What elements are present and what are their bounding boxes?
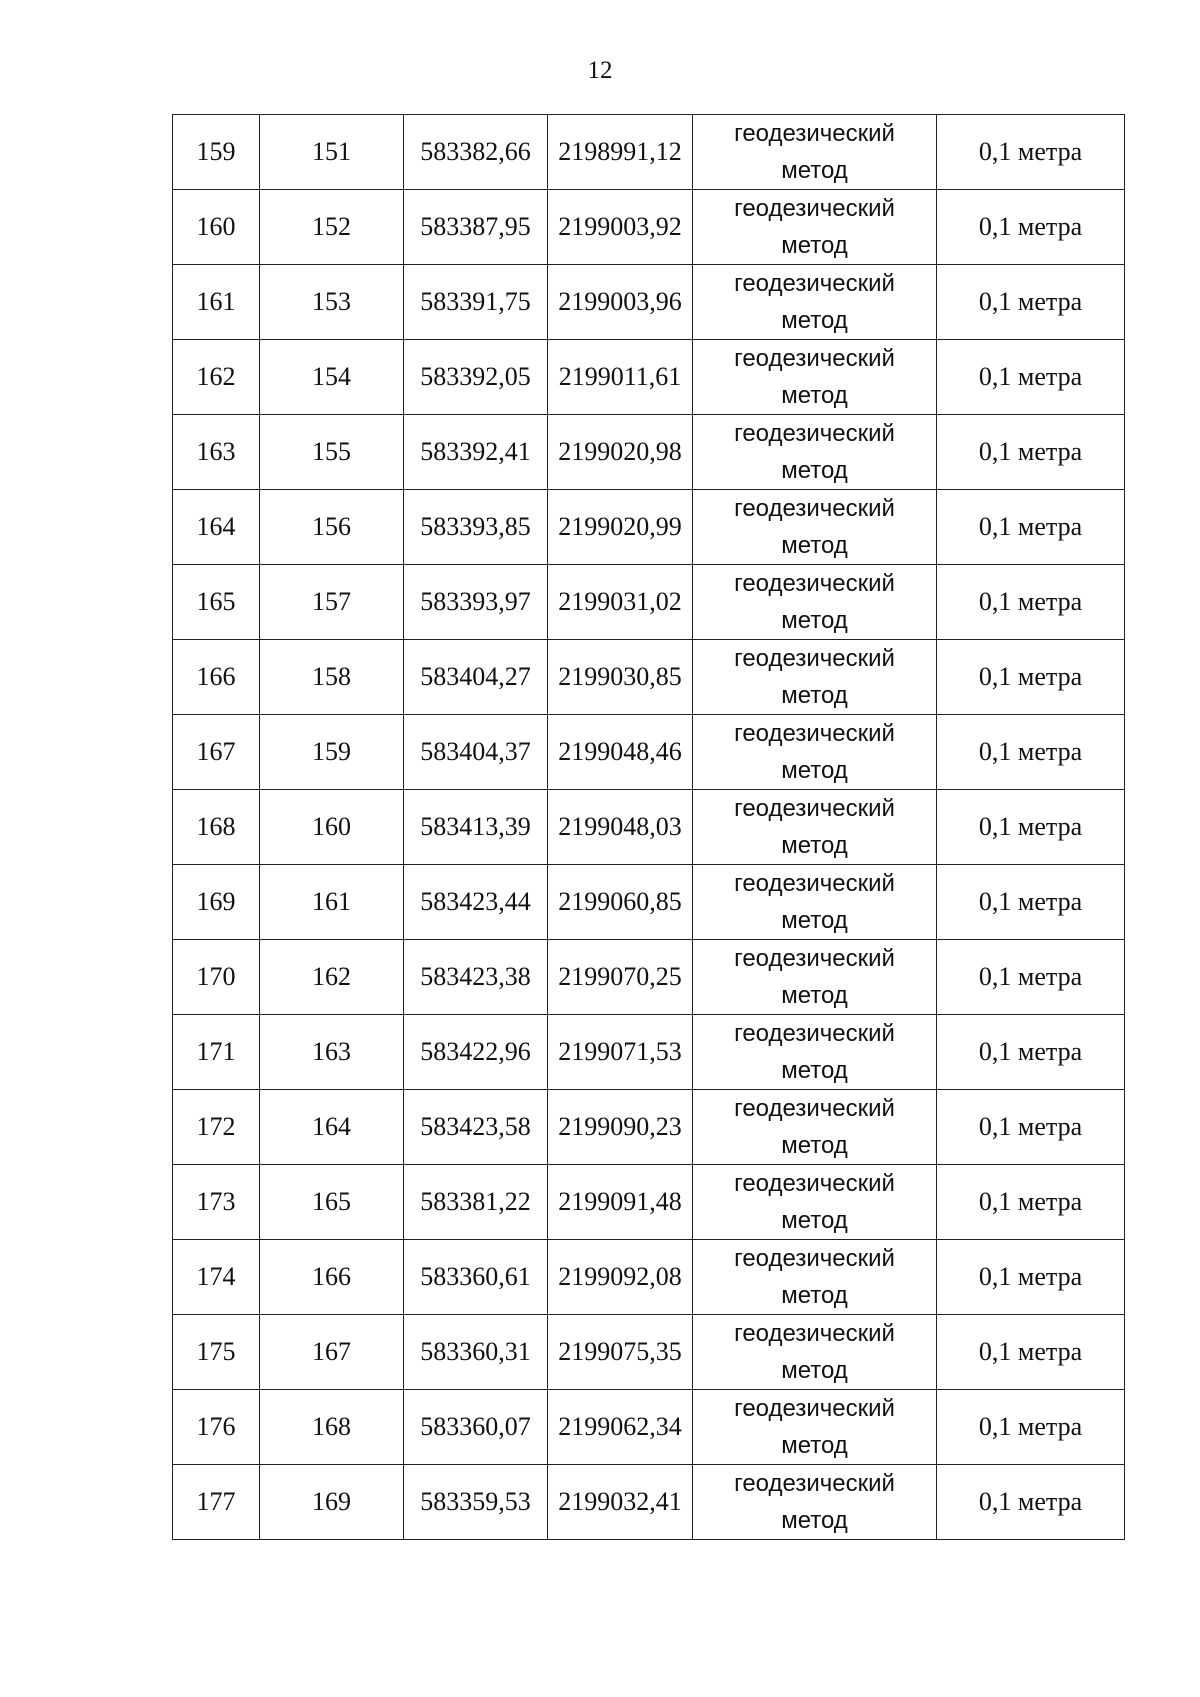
table-row xyxy=(173,715,1125,790)
method-line-2: метод xyxy=(781,157,848,184)
method-line-1: геодезический xyxy=(734,420,895,447)
point-number-cell: 162 xyxy=(260,940,404,1015)
method-line-2: метод xyxy=(781,307,848,334)
accuracy-cell: 0,1 метра xyxy=(937,1390,1125,1465)
row-number-cell: 176 xyxy=(173,1390,260,1465)
point-number-cell: 157 xyxy=(260,565,404,640)
x-coordinate-cell: 583404,37 xyxy=(404,715,548,790)
accuracy-cell: 0,1 метра xyxy=(937,640,1125,715)
method-line-1: геодезический xyxy=(734,570,895,597)
method-cell xyxy=(693,865,937,940)
method-cell xyxy=(693,1390,937,1465)
method-line-2: метод xyxy=(781,1207,848,1234)
table-row xyxy=(173,490,1125,565)
method-line-1: геодезический xyxy=(734,1095,895,1122)
coordinates-table xyxy=(172,114,1125,1540)
method-line-2: метод xyxy=(781,457,848,484)
row-number-cell: 161 xyxy=(173,265,260,340)
table-row xyxy=(173,640,1125,715)
method-line-1: геодезический xyxy=(734,1245,895,1272)
x-coordinate-cell: 583382,66 xyxy=(404,115,548,190)
point-number-cell: 154 xyxy=(260,340,404,415)
x-coordinate-cell: 583393,97 xyxy=(404,565,548,640)
method-line-2: метод xyxy=(781,757,848,784)
y-coordinate-cell: 2199032,41 xyxy=(548,1465,693,1540)
x-coordinate-cell: 583404,27 xyxy=(404,640,548,715)
accuracy-cell: 0,1 метра xyxy=(937,340,1125,415)
x-coordinate-cell: 583360,31 xyxy=(404,1315,548,1390)
method-cell xyxy=(693,190,937,265)
table-row xyxy=(173,1090,1125,1165)
accuracy-cell: 0,1 метра xyxy=(937,415,1125,490)
method-cell xyxy=(693,415,937,490)
y-coordinate-cell: 2199062,34 xyxy=(548,1390,693,1465)
method-line-1: геодезический xyxy=(734,945,895,972)
table-row xyxy=(173,790,1125,865)
x-coordinate-cell: 583423,58 xyxy=(404,1090,548,1165)
y-coordinate-cell: 2199011,61 xyxy=(548,340,693,415)
method-cell xyxy=(693,790,937,865)
y-coordinate-cell: 2199071,53 xyxy=(548,1015,693,1090)
y-coordinate-cell: 2199030,85 xyxy=(548,640,693,715)
method-line-1: геодезический xyxy=(734,1020,895,1047)
row-number-cell: 164 xyxy=(173,490,260,565)
point-number-cell: 168 xyxy=(260,1390,404,1465)
method-line-1: геодезический xyxy=(734,120,895,147)
method-line-1: геодезический xyxy=(734,345,895,372)
method-line-2: метод xyxy=(781,682,848,709)
method-line-1: геодезический xyxy=(734,1320,895,1347)
method-line-2: метод xyxy=(781,1507,848,1534)
point-number-cell: 160 xyxy=(260,790,404,865)
method-line-2: метод xyxy=(781,982,848,1009)
method-line-1: геодезический xyxy=(734,1395,895,1422)
y-coordinate-cell: 2199075,35 xyxy=(548,1315,693,1390)
y-coordinate-cell: 2199020,99 xyxy=(548,490,693,565)
table-row xyxy=(173,265,1125,340)
point-number-cell: 156 xyxy=(260,490,404,565)
accuracy-cell: 0,1 метра xyxy=(937,1240,1125,1315)
y-coordinate-cell: 2199070,25 xyxy=(548,940,693,1015)
method-line-2: метод xyxy=(781,232,848,259)
method-cell xyxy=(693,265,937,340)
y-coordinate-cell: 2199090,23 xyxy=(548,1090,693,1165)
method-line-2: метод xyxy=(781,1282,848,1309)
table-row xyxy=(173,1015,1125,1090)
point-number-cell: 166 xyxy=(260,1240,404,1315)
point-number-cell: 161 xyxy=(260,865,404,940)
method-line-1: геодезический xyxy=(734,195,895,222)
row-number-cell: 162 xyxy=(173,340,260,415)
accuracy-cell: 0,1 метра xyxy=(937,1090,1125,1165)
table-row xyxy=(173,565,1125,640)
y-coordinate-cell: 2199091,48 xyxy=(548,1165,693,1240)
accuracy-cell: 0,1 метра xyxy=(937,1315,1125,1390)
method-cell xyxy=(693,940,937,1015)
table-row xyxy=(173,1390,1125,1465)
row-number-cell: 173 xyxy=(173,1165,260,1240)
table-row xyxy=(173,115,1125,190)
method-cell xyxy=(693,1165,937,1240)
table-row xyxy=(173,1240,1125,1315)
accuracy-cell: 0,1 метра xyxy=(937,1015,1125,1090)
y-coordinate-cell: 2199031,02 xyxy=(548,565,693,640)
table-row xyxy=(173,940,1125,1015)
point-number-cell: 167 xyxy=(260,1315,404,1390)
x-coordinate-cell: 583359,53 xyxy=(404,1465,548,1540)
row-number-cell: 171 xyxy=(173,1015,260,1090)
table-row xyxy=(173,1465,1125,1540)
y-coordinate-cell: 2199092,08 xyxy=(548,1240,693,1315)
point-number-cell: 164 xyxy=(260,1090,404,1165)
method-line-2: метод xyxy=(781,382,848,409)
method-line-2: метод xyxy=(781,1357,848,1384)
row-number-cell: 170 xyxy=(173,940,260,1015)
y-coordinate-cell: 2199003,96 xyxy=(548,265,693,340)
point-number-cell: 152 xyxy=(260,190,404,265)
method-cell xyxy=(693,340,937,415)
method-cell xyxy=(693,115,937,190)
point-number-cell: 153 xyxy=(260,265,404,340)
method-cell xyxy=(693,565,937,640)
method-line-2: метод xyxy=(781,1132,848,1159)
table-row xyxy=(173,865,1125,940)
point-number-cell: 158 xyxy=(260,640,404,715)
accuracy-cell: 0,1 метра xyxy=(937,790,1125,865)
y-coordinate-cell: 2199003,92 xyxy=(548,190,693,265)
accuracy-cell: 0,1 метра xyxy=(937,865,1125,940)
x-coordinate-cell: 583423,38 xyxy=(404,940,548,1015)
method-cell xyxy=(693,490,937,565)
x-coordinate-cell: 583422,96 xyxy=(404,1015,548,1090)
x-coordinate-cell: 583381,22 xyxy=(404,1165,548,1240)
x-coordinate-cell: 583391,75 xyxy=(404,265,548,340)
y-coordinate-cell: 2199048,03 xyxy=(548,790,693,865)
method-line-1: геодезический xyxy=(734,495,895,522)
point-number-cell: 165 xyxy=(260,1165,404,1240)
y-coordinate-cell: 2199060,85 xyxy=(548,865,693,940)
method-cell xyxy=(693,1240,937,1315)
page-number: 12 xyxy=(587,57,613,84)
row-number-cell: 175 xyxy=(173,1315,260,1390)
accuracy-cell: 0,1 метра xyxy=(937,265,1125,340)
x-coordinate-cell: 583392,05 xyxy=(404,340,548,415)
accuracy-cell: 0,1 метра xyxy=(937,715,1125,790)
row-number-cell: 165 xyxy=(173,565,260,640)
x-coordinate-cell: 583423,44 xyxy=(404,865,548,940)
method-line-2: метод xyxy=(781,1432,848,1459)
row-number-cell: 160 xyxy=(173,190,260,265)
table-row xyxy=(173,190,1125,265)
x-coordinate-cell: 583387,95 xyxy=(404,190,548,265)
x-coordinate-cell: 583360,07 xyxy=(404,1390,548,1465)
table-row xyxy=(173,340,1125,415)
row-number-cell: 166 xyxy=(173,640,260,715)
point-number-cell: 159 xyxy=(260,715,404,790)
method-cell xyxy=(693,1315,937,1390)
row-number-cell: 168 xyxy=(173,790,260,865)
method-line-2: метод xyxy=(781,532,848,559)
method-cell xyxy=(693,715,937,790)
point-number-cell: 155 xyxy=(260,415,404,490)
y-coordinate-cell: 2199048,46 xyxy=(548,715,693,790)
x-coordinate-cell: 583392,41 xyxy=(404,415,548,490)
method-cell xyxy=(693,1465,937,1540)
method-line-2: метод xyxy=(781,907,848,934)
method-line-1: геодезический xyxy=(734,270,895,297)
x-coordinate-cell: 583413,39 xyxy=(404,790,548,865)
point-number-cell: 169 xyxy=(260,1465,404,1540)
row-number-cell: 163 xyxy=(173,415,260,490)
method-cell xyxy=(693,1015,937,1090)
y-coordinate-cell: 2198991,12 xyxy=(548,115,693,190)
method-line-1: геодезический xyxy=(734,720,895,747)
table-row xyxy=(173,1315,1125,1390)
accuracy-cell: 0,1 метра xyxy=(937,115,1125,190)
method-cell xyxy=(693,640,937,715)
method-cell xyxy=(693,1090,937,1165)
accuracy-cell: 0,1 метра xyxy=(937,190,1125,265)
method-line-1: геодезический xyxy=(734,645,895,672)
point-number-cell: 151 xyxy=(260,115,404,190)
accuracy-cell: 0,1 метра xyxy=(937,1165,1125,1240)
method-line-1: геодезический xyxy=(734,1170,895,1197)
method-line-2: метод xyxy=(781,832,848,859)
row-number-cell: 169 xyxy=(173,865,260,940)
method-line-2: метод xyxy=(781,607,848,634)
row-number-cell: 177 xyxy=(173,1465,260,1540)
method-line-1: геодезический xyxy=(734,1470,895,1497)
table-row xyxy=(173,1165,1125,1240)
coordinates-table-body xyxy=(173,115,1125,1540)
row-number-cell: 172 xyxy=(173,1090,260,1165)
y-coordinate-cell: 2199020,98 xyxy=(548,415,693,490)
method-line-1: геодезический xyxy=(734,795,895,822)
accuracy-cell: 0,1 метра xyxy=(937,565,1125,640)
method-line-2: метод xyxy=(781,1057,848,1084)
row-number-cell: 167 xyxy=(173,715,260,790)
row-number-cell: 174 xyxy=(173,1240,260,1315)
row-number-cell: 159 xyxy=(173,115,260,190)
accuracy-cell: 0,1 метра xyxy=(937,940,1125,1015)
accuracy-cell: 0,1 метра xyxy=(937,490,1125,565)
accuracy-cell: 0,1 метра xyxy=(937,1465,1125,1540)
table-row xyxy=(173,415,1125,490)
x-coordinate-cell: 583393,85 xyxy=(404,490,548,565)
point-number-cell: 163 xyxy=(260,1015,404,1090)
method-line-1: геодезический xyxy=(734,870,895,897)
x-coordinate-cell: 583360,61 xyxy=(404,1240,548,1315)
